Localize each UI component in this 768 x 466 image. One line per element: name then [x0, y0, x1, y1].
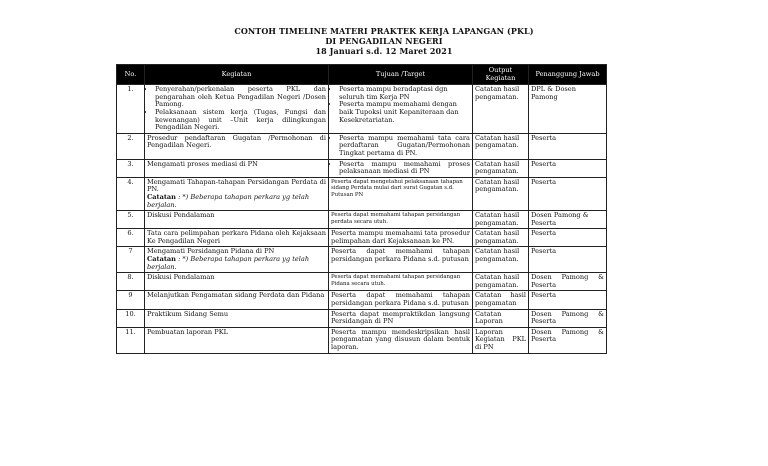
table-row	[117, 291, 607, 309]
header-output: Output Kegiatan	[473, 65, 529, 85]
table-row	[117, 273, 607, 291]
row-kegiatan: Mengamati proses mediasi di PN	[145, 159, 329, 177]
row-output: Catatan hasil pengamatan.	[473, 133, 529, 159]
row-tujuan: Peserta mampu memahami tata prosedur pelimpahan dari Kejaksanaan ke PN.	[329, 229, 473, 247]
header-kegiatan: Kegiatan	[145, 65, 329, 85]
row-output: Laporan Kegiatan PKL di PN	[473, 327, 529, 353]
row-no: 9	[117, 291, 145, 309]
table-row	[117, 309, 607, 327]
table-row	[117, 177, 607, 210]
row-tujuan: Peserta dapat memahami tahapan persidangan perkara Pidana s.d. putusan	[329, 291, 473, 309]
timeline-table	[116, 64, 607, 354]
row-output: Catatan hasil pengamatan.	[473, 229, 529, 247]
row-penanggung-jawab: Dosen Pamong & Peserta	[529, 273, 607, 291]
row-penanggung-jawab: Peserta	[529, 247, 607, 273]
kegiatan-text: Mengamati Tahapan-tahapan Persidangan Perdata di PN.	[147, 177, 326, 194]
tujuan-item: • Peserta mampu memahami tata cara perdaftaran Gugatan/Permohonan Tingkat pertama di PN.	[339, 135, 470, 158]
row-no: 5.	[117, 211, 145, 229]
row-output: Catatan hasil pengamatan.	[473, 247, 529, 273]
note-label: Catatan	[147, 192, 176, 201]
kegiatan-note	[147, 194, 326, 209]
note-text: : *) Beberapa tahapan perkara yg telah berjalan.	[147, 255, 310, 271]
row-no: 8.	[117, 273, 145, 291]
row-no: 7	[117, 247, 145, 273]
tujuan-item: • Peserta mampu memahami proses pelaksanaan mediasi di PN	[339, 161, 470, 176]
row-tujuan	[329, 159, 473, 177]
kegiatan-item: • Pelaksanaan sistem kerja (Tugas, Fungsi dan kewenangan) unit –Unit kerja dilingkungan Pengadilan Negeri.	[155, 109, 326, 132]
row-kegiatan	[145, 177, 329, 210]
row-kegiatan: Praktikum Sidang Semu	[145, 309, 329, 327]
header-tujuan: Tujuan /Target	[329, 65, 473, 85]
kegiatan-item: • Penyerahan/perkenalan peserta PKL dan pengarahan oleh Ketua Pengadilan Negeri /Dosen Pamong.	[155, 86, 326, 109]
row-tujuan: Peserta dapat mengetahui pelaksanaan tahapan sidang Perdata mulai dari surat Gugatan s.d. Putusan PN	[329, 177, 473, 210]
table-row	[117, 211, 607, 229]
row-kegiatan: Pembuatan laporan PKL	[145, 327, 329, 353]
row-no: 4.	[117, 177, 145, 210]
row-no: 2.	[117, 133, 145, 159]
header-no: No.	[117, 65, 145, 85]
row-penanggung-jawab: DPL & Dosen Pamong	[529, 85, 607, 134]
row-penanggung-jawab: Peserta	[529, 177, 607, 210]
row-tujuan: Peserta dapat memahami tahapan persidangan Pidana secara utuh.	[329, 273, 473, 291]
row-no: 3.	[117, 159, 145, 177]
row-output: Catatan Laporan	[473, 309, 529, 327]
tujuan-item: • Peserta mampu beradaptasi dgn seluruh tim Kerja PN	[339, 86, 470, 101]
note-label: Catatan	[147, 255, 176, 264]
table-row	[117, 247, 607, 273]
table-row	[117, 133, 607, 159]
row-output: Catatan hasil pengamatan.	[473, 211, 529, 229]
kegiatan-note	[147, 256, 326, 271]
row-kegiatan: Diskusi Pendalaman	[145, 273, 329, 291]
row-output: Catatan hasil pengamatan.	[473, 159, 529, 177]
row-kegiatan	[145, 85, 329, 134]
row-kegiatan: Prosedur pendaftaran Gugatan /Permohonan di Pengadilan Negeri.	[145, 133, 329, 159]
row-penanggung-jawab: Dosen Pamong & Peserta	[529, 327, 607, 353]
row-kegiatan	[145, 247, 329, 273]
row-kegiatan: Melanjutkan Pengamatan sidang Perdata dan Pidana	[145, 291, 329, 309]
note-text: : *) Beberapa tahapan perkara yg telah berjalan.	[147, 192, 310, 209]
table-row	[117, 229, 607, 247]
row-output: Catatan hasil pengamatan	[473, 291, 529, 309]
row-penanggung-jawab: Peserta	[529, 291, 607, 309]
title-line-1: CONTOH TIMELINE MATERI PRAKTEK KERJA LAPANGAN (PKL)	[234, 26, 534, 36]
row-tujuan	[329, 133, 473, 159]
row-penanggung-jawab: Peserta	[529, 159, 607, 177]
row-kegiatan: Diskusi Pendalaman	[145, 211, 329, 229]
table-row	[117, 159, 607, 177]
row-output: Catatan hasil pengamatan.	[473, 177, 529, 210]
table-row	[117, 327, 607, 353]
row-no: 10.	[117, 309, 145, 327]
row-penanggung-jawab: Peserta	[529, 229, 607, 247]
tujuan-item: • Peserta mampu memahami dengan baik Tupoksi unit Kepaniteraan dan Kesekretariatan.	[339, 101, 470, 124]
row-kegiatan: Tata cara pelimpahan perkara Pidana oleh Kejaksaan Ke Pengadilan Negeri	[145, 229, 329, 247]
row-no: 11.	[117, 327, 145, 353]
row-penanggung-jawab: Dosen Pamong & Peserta	[529, 211, 607, 229]
row-tujuan: Peserta mampu mendeskripsikan hasil pengamatan yang disusun dalam bentuk laporan.	[329, 327, 473, 353]
row-tujuan: Peserta dapat memahami tahapan persidangan perkara Pidana s.d. putusan	[329, 247, 473, 273]
table-row	[117, 85, 607, 134]
row-no: 1.	[117, 85, 145, 134]
title-line-2: DI PENGADILAN NEGERI	[325, 36, 443, 46]
row-penanggung-jawab: Dosen Pamong & Peserta	[529, 309, 607, 327]
row-no: 6.	[117, 229, 145, 247]
row-tujuan	[329, 85, 473, 134]
row-penanggung-jawab: Peserta	[529, 133, 607, 159]
title-line-3: 18 Januari s.d. 12 Maret 2021	[315, 46, 453, 56]
row-tujuan: Peserta dapat memahami tahapan persidangan perdata secara utuh.	[329, 211, 473, 229]
table-header-row	[117, 65, 607, 85]
kegiatan-text: Mengamati Persidangan Pidana di PN	[147, 247, 275, 256]
row-output: Catatan hasil pengamatan.	[473, 85, 529, 134]
document-title	[0, 26, 768, 56]
row-output: Catatan hasil pengamatan.	[473, 273, 529, 291]
row-tujuan: Peserta dapat mempraktikdan langsung Persidangan di PN	[329, 309, 473, 327]
header-penanggung-jawab: Penanggung Jawab	[529, 65, 607, 85]
